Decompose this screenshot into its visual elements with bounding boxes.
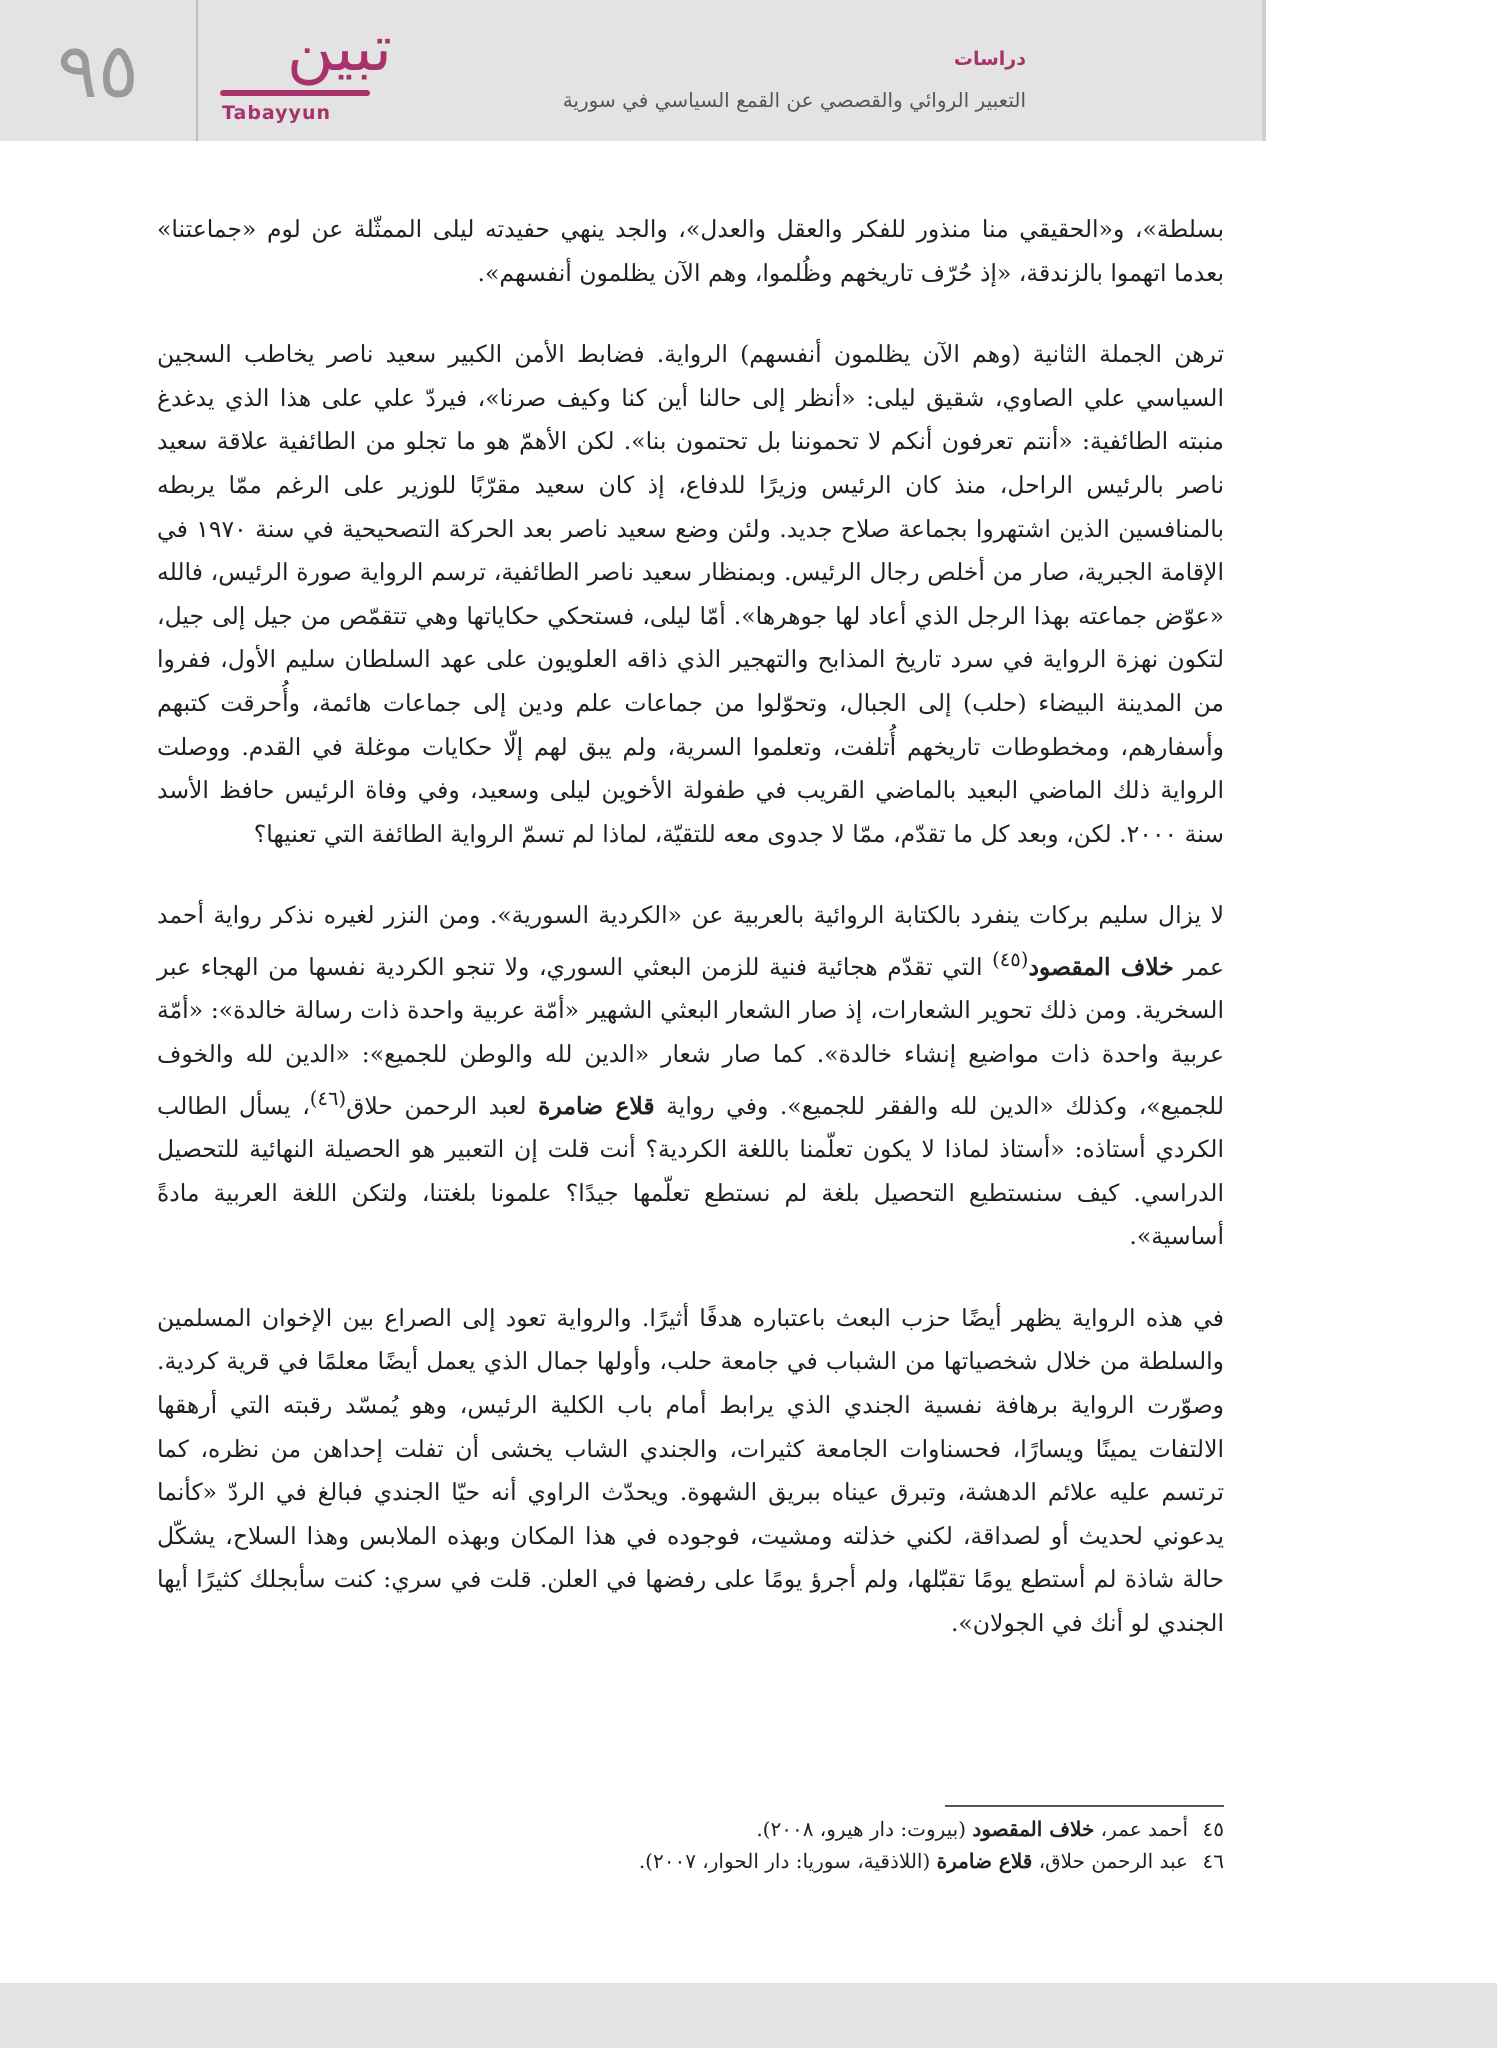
novel-title-qila-damira: قلاع ضامرة (538, 1091, 655, 1120)
footnote-author: أحمد عمر، (1094, 1817, 1188, 1841)
page-number-box (0, 0, 198, 141)
footnote-46 (157, 1845, 1224, 1877)
running-title: التعبير الروائي والقصصي عن القمع السياسي في سورية (562, 88, 1026, 112)
footnote-divider (945, 1805, 1224, 1807)
header-edge (1262, 0, 1266, 141)
footnote-author: عبد الرحمن حلاق، (1032, 1849, 1188, 1873)
novel-title-khilaf-al-maqsud: خلاف المقصود (1028, 952, 1174, 981)
paragraph-4: في هذه الرواية يظهر أيضًا حزب البعث باعتباره هدفًا أثيرًا. والرواية تعود إلى الصراع بين الإخوان المسلمين والسلطة من خلال شخصياتها من الشباب في جامعة حلب، وأولها جمال الذي يعمل أيضًا معلمًا في قرية كردية. وصوّرت الرواية برهافة نفسية الجندي الذي يرابط أمام باب الكلية الرئيس، وهو يُمسّد رقبته التي أرهقها الالتفات يمينًا ويسارًا، فحسناوات الجامعة كثيرات، والجندي الشاب يخشى أن تفلت إحداهن من نظره، كما ترتسم عليه علائم الدهشة، وتبرق عيناه ببريق الشهوة. ويحدّث الراوي أنه حيّا الجندي فبالغ في الردّ «كأنما يدعوني لحديث أو لصداقة، لكني خذلته ومشيت، فوجوده في هذا المكان وبهذه الملابس وهذا السلاح، يشكّل حالة شاذة لم أستطع يومًا تقبّلها، ولم أجرؤ يومًا على رفضها في العلن. قلت في سري: كنت سأبجلك كثيرًا أيها الجندي لو أنك في الجولان». (157, 1303, 1224, 1637)
footnote-publication: (بيروت: دار هيرو، ٢٠٠٨). (756, 1817, 973, 1841)
footnote-45 (157, 1813, 1224, 1845)
paragraph-3-text-b: التي تقدّم هجائية فنية للزمن البعثي السوري، ولا تنجو الكردية نفسها من الهجاء عبر السخرية. ومن ذلك تحوير الشعارات، إذ صار الشعار البعثي الشهير «أمّة عربية واحدة ذات رسالة خالدة»: «أمّة عربية واحدة ذات مواضيع إنشاء خالدة». كما صار شعار «الدين لله والوطن للجميع»: «الدين لله والخوف للجميع»، وكذلك «الدين لله والفقر للجميع». وفي رواية (157, 952, 1224, 1120)
paragraph-3-text-d: ، يسأل الطالب الكردي أستاذه: «أستاذ لماذا لا يكون تعلّمنا باللغة الكردية؟ أنت قلت إن التعبير هو الحصيلة النهائية للتحصيل الدراسي. كيف سنستطيع التحصيل بلغة لم نستطع تعلّمها جيدًا؟ علمونا بلغتنا، ولتكن اللغة العربية مادةً أساسية». (157, 1091, 1224, 1251)
footnote-publication: (اللاذقية، سوريا: دار الحوار، ٢٠٠٧). (638, 1849, 937, 1873)
page-header (0, 0, 1262, 141)
footnote-title: قلاع ضامرة (936, 1849, 1033, 1873)
paragraph-3-text-c: لعبد الرحمن حلاق (346, 1091, 539, 1120)
page-footer-band (0, 1983, 1497, 2048)
page-number: ٩٥ (57, 26, 139, 115)
paragraph-2: ترهن الجملة الثانية (وهم الآن يظلمون أنفسهم) الرواية. فضابط الأمن الكبير سعيد ناصر يخاطب السجين السياسي علي الصاوي، شقيق ليلى: «أنظر إلى حالنا أين كنا وكيف صرنا»، فيردّ علي على هذا الذي يدغدغ منبته الطائفية: «أنتم تعرفون أنكم لا تحموننا بل تحتمون بنا». لكن الأهمّ هو ما تجلو من الطائفية علاقة سعيد ناصر بالرئيس الراحل، منذ كان الرئيس وزيرًا للدفاع، إذ كان سعيد مقرّبًا للوزير على الرغم ممّا يربطه بالمنافسين الذين اشتهروا بجماعة صلاح جديد. ولئن وضع سعيد ناصر بعد الحركة التصحيحية في سنة ١٩٧٠ في الإقامة الجبرية، صار من أخلص رجال الرئيس. وبمنظار سعيد ناصر الطائفية، ترسم الرواية صورة الرئيس، فالله «عوّض جماعته بهذا الرجل الذي أعاد لها جوهرها». أمّا ليلى، فستحكي حكاياتها وهي تتقمّص من جيل إلى جيل، لتكون نهزة الرواية في سرد تاريخ المذابح والتهجير الذي ذاقه العلويون على عهد السلطان سليم الأول، ففروا من المدينة البيضاء (حلب) إلى الجبال، وتحوّلوا من جماعات علم ودين إلى جماعات هائمة، وأُحرقت كتبهم وأسفارهم، ومخطوطات تاريخهم أُتلفت، وتعلموا السرية، ولم يبق لهم إلّا حكايات موغلة في القدم. ووصلت الرواية ذلك الماضي البعيد بالماضي القريب في طفولة الأخوين ليلى وسعيد، وفي وفاة الرئيس حافظ الأسد سنة ٢٠٠٠. لكن، وبعد كل ما تقدّم، ممّا لا جدوى معه للتقيّة، لماذا لم تسمّ الرواية الطائفة التي تعنيها؟ (157, 340, 1224, 848)
footnote-number: ٤٦ (1202, 1849, 1224, 1873)
logo-mark: تبين (286, 12, 392, 86)
paragraph-1: بسلطة»، و«الحقيقي منا منذور للفكر والعقل والعدل»، والجد ينهي حفيدته ليلى الممثّلة عن لوم «جماعتنا» بعدما اتهموا بالزندقة، «إذ حُرّف تاريخهم وظُلموا، وهم الآن يظلمون أنفسهم». (157, 215, 1224, 287)
footnote-number: ٤٥ (1202, 1817, 1224, 1841)
footnote-ref-46[interactable]: (٤٦) (309, 1086, 347, 1110)
section-label: دراسات (953, 48, 1026, 70)
paragraph-3-text-a: لا يزال سليم بركات ينفرد بالكتابة الروائية بالعربية عن «الكردية السورية». ومن النزر لغيره نذكر رواية أحمد عمر (157, 901, 1224, 981)
footnote-ref-45[interactable]: (٤٥) (992, 947, 1029, 971)
logo-swash (220, 90, 370, 96)
footnote-title: خلاف المقصود (972, 1817, 1095, 1841)
paragraph-3 (157, 894, 1224, 1258)
logo-text: Tabayyun (222, 102, 331, 124)
footnotes (157, 1813, 1224, 1877)
journal-logo (200, 8, 400, 136)
article-body (157, 208, 1224, 1683)
